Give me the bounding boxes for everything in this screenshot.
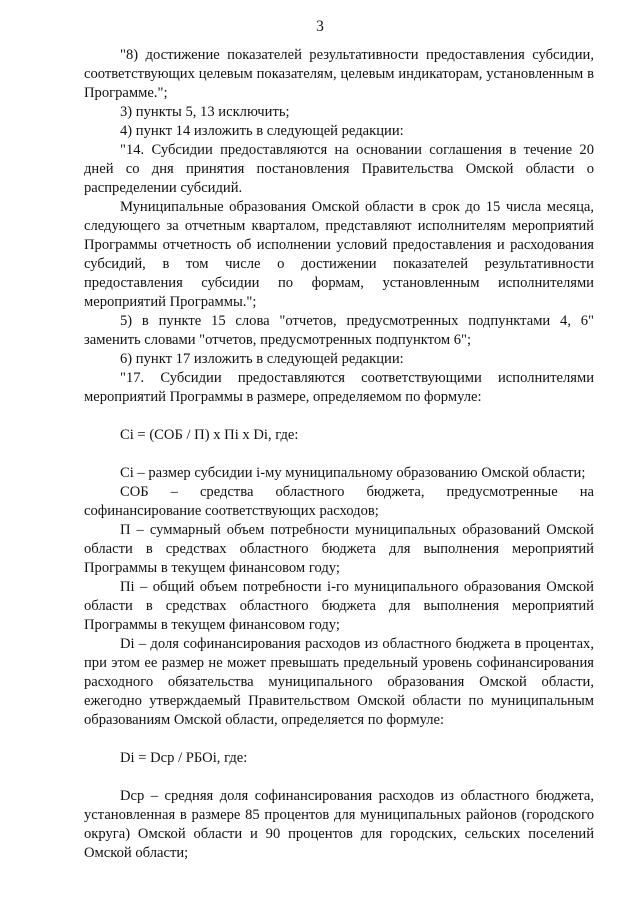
document-body: [84, 46, 594, 863]
definition-sob: СОБ – средства областного бюджета, предусмотренные на софинансирование соответствующих расходов;: [84, 484, 594, 519]
formula-share: Di = Dср / РБОi, где:: [120, 750, 248, 766]
definition-pi: Пi – общий объем потребности i-го муниципального образования Омской области в средствах областного бюджета для выполнения мероприятий Программы в текущем финансовом году;: [84, 579, 594, 633]
definition-ci: Ci – размер субсидии i-му муниципальному образованию Омской области;: [120, 465, 586, 481]
paragraph-item-5: 5) в пункте 15 слова "отчетов, предусмотренных подпунктами 4, 6" заменить словами "отчетов, предусмотренных подпунктом 6";: [84, 313, 594, 348]
paragraph-item-6: 6) пункт 17 изложить в следующей редакции:: [120, 351, 404, 367]
paragraph-item-8: "8) достижение показателей результативности предоставления субсидии, соответствующих целевым показателям, целевым индикаторам, установленным в Программе.";: [84, 47, 594, 101]
paragraph-item-3: 3) пункты 5, 13 исключить;: [120, 104, 290, 120]
paragraph-point-17: "17. Субсидии предоставляются соответствующими исполнителями мероприятий Программы в размере, определяемом по формуле:: [84, 370, 594, 405]
definition-p: П – суммарный объем потребности муниципальных образований Омской области в средствах областного бюджета для выполнения мероприятий Программы в текущем финансовом году;: [84, 522, 594, 576]
paragraph-point-14: "14. Субсидии предоставляются на основании соглашения в течение 20 дней со дня принятия постановления Правительства Омской области о распределении субсидий.: [84, 142, 594, 196]
definition-di: Di – доля софинансирования расходов из областного бюджета в процентах, при этом ее размер не может превышать предельный уровень софинансирования расходного обязательства муниципального образования Омской области, ежегодно утверждаемый Правительством Омской области по муниципальным образованиям Омской области, определяется по формуле:: [84, 636, 594, 728]
definition-dsr: Dср – средняя доля софинансирования расходов из областного бюджета, установленная в размере 85 процентов для муниципальных районов (городского округа) Омской области и 90 процентов для городских, сельских поселений Омской области;: [84, 788, 594, 861]
paragraph-municipal-reporting: Муниципальные образования Омской области в срок до 15 числа месяца, следующего за отчетным кварталом, представляют исполнителям мероприятий Программы отчетность об исполнении условий предоставления и расходования субсидий, в том числе о достижении показателей результативности предоставления субсидии по формам, установленным исполнителями мероприятий Программы.";: [84, 199, 594, 310]
paragraph-item-4: 4) пункт 14 изложить в следующей редакции:: [120, 123, 404, 139]
page-number: 3: [316, 18, 324, 35]
formula-subsidy: Ci = (СОБ / П) х Пi х Di, где:: [120, 427, 299, 443]
